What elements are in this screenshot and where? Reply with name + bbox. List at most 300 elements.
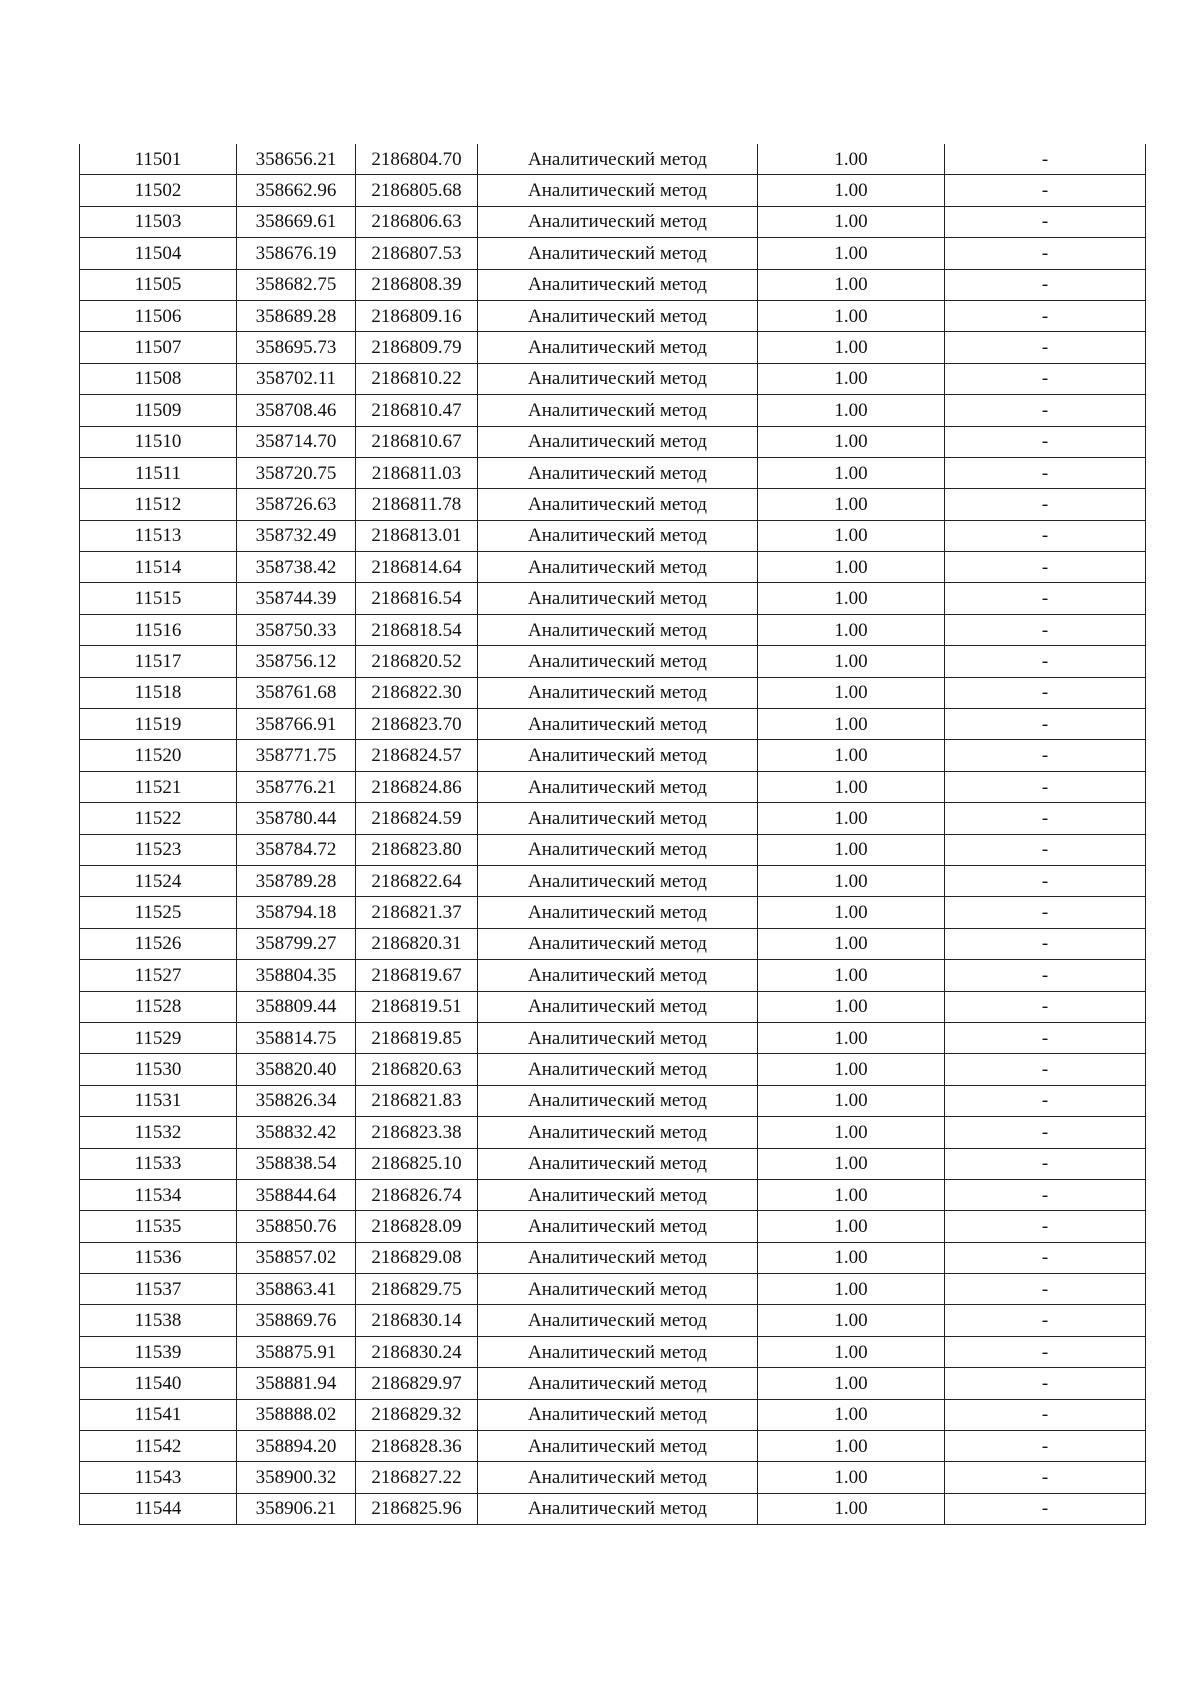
method-cell: Аналитический метод [478, 238, 758, 269]
point-number-cell: 11538 [80, 1305, 237, 1336]
table-row [80, 1179, 1146, 1210]
x-coordinate-cell: 358784.72 [237, 834, 356, 865]
accuracy-cell: 1.00 [758, 1148, 945, 1179]
x-coordinate-cell: 358726.63 [237, 489, 356, 520]
table-row [80, 332, 1146, 363]
accuracy-cell: 1.00 [758, 1336, 945, 1367]
table-row [80, 865, 1146, 896]
method-cell: Аналитический метод [478, 395, 758, 426]
note-cell: - [945, 583, 1146, 614]
table-row [80, 520, 1146, 551]
note-cell: - [945, 552, 1146, 583]
x-coordinate-cell: 358826.34 [237, 1085, 356, 1116]
accuracy-cell: 1.00 [758, 395, 945, 426]
table-row [80, 1054, 1146, 1085]
accuracy-cell: 1.00 [758, 1179, 945, 1210]
point-number-cell: 11501 [80, 144, 237, 175]
accuracy-cell: 1.00 [758, 803, 945, 834]
table-row [80, 1336, 1146, 1367]
point-number-cell: 11517 [80, 646, 237, 677]
method-cell: Аналитический метод [478, 1054, 758, 1085]
x-coordinate-cell: 358669.61 [237, 206, 356, 237]
note-cell: - [945, 991, 1146, 1022]
note-cell: - [945, 803, 1146, 834]
y-coordinate-cell: 2186809.16 [356, 300, 478, 331]
accuracy-cell: 1.00 [758, 552, 945, 583]
table-row [80, 552, 1146, 583]
method-cell: Аналитический метод [478, 363, 758, 394]
point-number-cell: 11539 [80, 1336, 237, 1367]
point-number-cell: 11509 [80, 395, 237, 426]
accuracy-cell: 1.00 [758, 426, 945, 457]
accuracy-cell: 1.00 [758, 238, 945, 269]
table-row [80, 144, 1146, 175]
y-coordinate-cell: 2186823.70 [356, 709, 478, 740]
note-cell: - [945, 1493, 1146, 1524]
x-coordinate-cell: 358875.91 [237, 1336, 356, 1367]
x-coordinate-cell: 358662.96 [237, 175, 356, 206]
x-coordinate-cell: 358708.46 [237, 395, 356, 426]
note-cell: - [945, 144, 1146, 175]
note-cell: - [945, 1305, 1146, 1336]
x-coordinate-cell: 358804.35 [237, 960, 356, 991]
method-cell: Аналитический метод [478, 457, 758, 488]
method-cell: Аналитический метод [478, 426, 758, 457]
table-row [80, 1399, 1146, 1430]
table-row [80, 269, 1146, 300]
note-cell: - [945, 300, 1146, 331]
accuracy-cell: 1.00 [758, 206, 945, 237]
accuracy-cell: 1.00 [758, 614, 945, 645]
table-row [80, 1274, 1146, 1305]
note-cell: - [945, 1431, 1146, 1462]
point-number-cell: 11507 [80, 332, 237, 363]
x-coordinate-cell: 358750.33 [237, 614, 356, 645]
accuracy-cell: 1.00 [758, 1462, 945, 1493]
y-coordinate-cell: 2186810.22 [356, 363, 478, 394]
accuracy-cell: 1.00 [758, 1431, 945, 1462]
note-cell: - [945, 1117, 1146, 1148]
y-coordinate-cell: 2186804.70 [356, 144, 478, 175]
y-coordinate-cell: 2186828.09 [356, 1211, 478, 1242]
note-cell: - [945, 865, 1146, 896]
accuracy-cell: 1.00 [758, 865, 945, 896]
x-coordinate-cell: 358738.42 [237, 552, 356, 583]
x-coordinate-cell: 358695.73 [237, 332, 356, 363]
y-coordinate-cell: 2186822.64 [356, 865, 478, 896]
note-cell: - [945, 740, 1146, 771]
x-coordinate-cell: 358832.42 [237, 1117, 356, 1148]
table-row [80, 771, 1146, 802]
x-coordinate-cell: 358656.21 [237, 144, 356, 175]
x-coordinate-cell: 358766.91 [237, 709, 356, 740]
x-coordinate-cell: 358682.75 [237, 269, 356, 300]
table-row [80, 1117, 1146, 1148]
y-coordinate-cell: 2186811.78 [356, 489, 478, 520]
method-cell: Аналитический метод [478, 1462, 758, 1493]
y-coordinate-cell: 2186825.96 [356, 1493, 478, 1524]
note-cell: - [945, 1022, 1146, 1053]
point-number-cell: 11529 [80, 1022, 237, 1053]
accuracy-cell: 1.00 [758, 1274, 945, 1305]
point-number-cell: 11543 [80, 1462, 237, 1493]
point-number-cell: 11531 [80, 1085, 237, 1116]
table-row [80, 363, 1146, 394]
y-coordinate-cell: 2186806.63 [356, 206, 478, 237]
y-coordinate-cell: 2186810.67 [356, 426, 478, 457]
method-cell: Аналитический метод [478, 332, 758, 363]
point-number-cell: 11532 [80, 1117, 237, 1148]
y-coordinate-cell: 2186823.38 [356, 1117, 478, 1148]
note-cell: - [945, 677, 1146, 708]
table-row [80, 426, 1146, 457]
accuracy-cell: 1.00 [758, 1085, 945, 1116]
accuracy-cell: 1.00 [758, 1022, 945, 1053]
accuracy-cell: 1.00 [758, 1305, 945, 1336]
y-coordinate-cell: 2186830.24 [356, 1336, 478, 1367]
x-coordinate-cell: 358676.19 [237, 238, 356, 269]
accuracy-cell: 1.00 [758, 834, 945, 865]
method-cell: Аналитический метод [478, 1336, 758, 1367]
note-cell: - [945, 771, 1146, 802]
y-coordinate-cell: 2186808.39 [356, 269, 478, 300]
point-number-cell: 11506 [80, 300, 237, 331]
point-number-cell: 11542 [80, 1431, 237, 1462]
y-coordinate-cell: 2186820.31 [356, 928, 478, 959]
method-cell: Аналитический метод [478, 1085, 758, 1116]
y-coordinate-cell: 2186826.74 [356, 1179, 478, 1210]
x-coordinate-cell: 358771.75 [237, 740, 356, 771]
method-cell: Аналитический метод [478, 269, 758, 300]
x-coordinate-cell: 358888.02 [237, 1399, 356, 1430]
y-coordinate-cell: 2186819.51 [356, 991, 478, 1022]
y-coordinate-cell: 2186830.14 [356, 1305, 478, 1336]
accuracy-cell: 1.00 [758, 1368, 945, 1399]
y-coordinate-cell: 2186825.10 [356, 1148, 478, 1179]
method-cell: Аналитический метод [478, 1399, 758, 1430]
x-coordinate-cell: 358799.27 [237, 928, 356, 959]
table-row [80, 1462, 1146, 1493]
note-cell: - [945, 1274, 1146, 1305]
table-row [80, 489, 1146, 520]
x-coordinate-cell: 358820.40 [237, 1054, 356, 1085]
method-cell: Аналитический метод [478, 1242, 758, 1273]
note-cell: - [945, 269, 1146, 300]
accuracy-cell: 1.00 [758, 1211, 945, 1242]
x-coordinate-cell: 358869.76 [237, 1305, 356, 1336]
method-cell: Аналитический метод [478, 206, 758, 237]
method-cell: Аналитический метод [478, 300, 758, 331]
y-coordinate-cell: 2186823.80 [356, 834, 478, 865]
x-coordinate-cell: 358776.21 [237, 771, 356, 802]
method-cell: Аналитический метод [478, 175, 758, 206]
method-cell: Аналитический метод [478, 614, 758, 645]
table-row [80, 457, 1146, 488]
method-cell: Аналитический метод [478, 1431, 758, 1462]
method-cell: Аналитический метод [478, 1022, 758, 1053]
note-cell: - [945, 1242, 1146, 1273]
method-cell: Аналитический метод [478, 1493, 758, 1524]
point-number-cell: 11511 [80, 457, 237, 488]
note-cell: - [945, 928, 1146, 959]
point-number-cell: 11541 [80, 1399, 237, 1430]
point-number-cell: 11526 [80, 928, 237, 959]
coordinates-table [79, 144, 1146, 1525]
table-row [80, 1368, 1146, 1399]
x-coordinate-cell: 358714.70 [237, 426, 356, 457]
y-coordinate-cell: 2186829.32 [356, 1399, 478, 1430]
point-number-cell: 11513 [80, 520, 237, 551]
x-coordinate-cell: 358838.54 [237, 1148, 356, 1179]
x-coordinate-cell: 358794.18 [237, 897, 356, 928]
y-coordinate-cell: 2186824.59 [356, 803, 478, 834]
x-coordinate-cell: 358809.44 [237, 991, 356, 1022]
accuracy-cell: 1.00 [758, 332, 945, 363]
point-number-cell: 11510 [80, 426, 237, 457]
accuracy-cell: 1.00 [758, 1399, 945, 1430]
table-row [80, 897, 1146, 928]
accuracy-cell: 1.00 [758, 583, 945, 614]
x-coordinate-cell: 358689.28 [237, 300, 356, 331]
note-cell: - [945, 426, 1146, 457]
accuracy-cell: 1.00 [758, 144, 945, 175]
method-cell: Аналитический метод [478, 960, 758, 991]
table-row [80, 646, 1146, 677]
method-cell: Аналитический метод [478, 1274, 758, 1305]
point-number-cell: 11540 [80, 1368, 237, 1399]
table-row [80, 395, 1146, 426]
table-row [80, 1305, 1146, 1336]
x-coordinate-cell: 358900.32 [237, 1462, 356, 1493]
method-cell: Аналитический метод [478, 865, 758, 896]
point-number-cell: 11535 [80, 1211, 237, 1242]
note-cell: - [945, 614, 1146, 645]
note-cell: - [945, 1399, 1146, 1430]
accuracy-cell: 1.00 [758, 897, 945, 928]
method-cell: Аналитический метод [478, 803, 758, 834]
point-number-cell: 11536 [80, 1242, 237, 1273]
table-row [80, 960, 1146, 991]
note-cell: - [945, 1462, 1146, 1493]
x-coordinate-cell: 358702.11 [237, 363, 356, 394]
note-cell: - [945, 457, 1146, 488]
point-number-cell: 11508 [80, 363, 237, 394]
method-cell: Аналитический метод [478, 1179, 758, 1210]
point-number-cell: 11518 [80, 677, 237, 708]
table-row [80, 238, 1146, 269]
accuracy-cell: 1.00 [758, 1493, 945, 1524]
accuracy-cell: 1.00 [758, 740, 945, 771]
method-cell: Аналитический метод [478, 991, 758, 1022]
point-number-cell: 11522 [80, 803, 237, 834]
accuracy-cell: 1.00 [758, 677, 945, 708]
x-coordinate-cell: 358857.02 [237, 1242, 356, 1273]
y-coordinate-cell: 2186807.53 [356, 238, 478, 269]
method-cell: Аналитический метод [478, 144, 758, 175]
point-number-cell: 11523 [80, 834, 237, 865]
table-row [80, 614, 1146, 645]
point-number-cell: 11524 [80, 865, 237, 896]
note-cell: - [945, 960, 1146, 991]
method-cell: Аналитический метод [478, 1211, 758, 1242]
accuracy-cell: 1.00 [758, 1242, 945, 1273]
y-coordinate-cell: 2186809.79 [356, 332, 478, 363]
table-row [80, 834, 1146, 865]
table-row [80, 1022, 1146, 1053]
table-row [80, 583, 1146, 614]
y-coordinate-cell: 2186813.01 [356, 520, 478, 551]
y-coordinate-cell: 2186829.08 [356, 1242, 478, 1273]
y-coordinate-cell: 2186816.54 [356, 583, 478, 614]
point-number-cell: 11503 [80, 206, 237, 237]
x-coordinate-cell: 358906.21 [237, 1493, 356, 1524]
accuracy-cell: 1.00 [758, 489, 945, 520]
point-number-cell: 11533 [80, 1148, 237, 1179]
y-coordinate-cell: 2186819.85 [356, 1022, 478, 1053]
note-cell: - [945, 395, 1146, 426]
note-cell: - [945, 1179, 1146, 1210]
y-coordinate-cell: 2186821.37 [356, 897, 478, 928]
table-row [80, 300, 1146, 331]
method-cell: Аналитический метод [478, 1305, 758, 1336]
y-coordinate-cell: 2186805.68 [356, 175, 478, 206]
x-coordinate-cell: 358863.41 [237, 1274, 356, 1305]
accuracy-cell: 1.00 [758, 646, 945, 677]
method-cell: Аналитический метод [478, 928, 758, 959]
accuracy-cell: 1.00 [758, 520, 945, 551]
note-cell: - [945, 1054, 1146, 1085]
x-coordinate-cell: 358780.44 [237, 803, 356, 834]
table-row [80, 1493, 1146, 1524]
y-coordinate-cell: 2186824.86 [356, 771, 478, 802]
x-coordinate-cell: 358894.20 [237, 1431, 356, 1462]
point-number-cell: 11525 [80, 897, 237, 928]
coordinates-table-body [80, 144, 1146, 1525]
accuracy-cell: 1.00 [758, 175, 945, 206]
x-coordinate-cell: 358850.76 [237, 1211, 356, 1242]
accuracy-cell: 1.00 [758, 363, 945, 394]
y-coordinate-cell: 2186820.52 [356, 646, 478, 677]
point-number-cell: 11537 [80, 1274, 237, 1305]
y-coordinate-cell: 2186821.83 [356, 1085, 478, 1116]
point-number-cell: 11544 [80, 1493, 237, 1524]
method-cell: Аналитический метод [478, 520, 758, 551]
table-row [80, 1085, 1146, 1116]
point-number-cell: 11520 [80, 740, 237, 771]
accuracy-cell: 1.00 [758, 1117, 945, 1148]
y-coordinate-cell: 2186811.03 [356, 457, 478, 488]
note-cell: - [945, 520, 1146, 551]
table-row [80, 1431, 1146, 1462]
note-cell: - [945, 363, 1146, 394]
y-coordinate-cell: 2186828.36 [356, 1431, 478, 1462]
note-cell: - [945, 206, 1146, 237]
table-row [80, 928, 1146, 959]
method-cell: Аналитический метод [478, 1117, 758, 1148]
x-coordinate-cell: 358732.49 [237, 520, 356, 551]
note-cell: - [945, 489, 1146, 520]
x-coordinate-cell: 358720.75 [237, 457, 356, 488]
note-cell: - [945, 834, 1146, 865]
accuracy-cell: 1.00 [758, 300, 945, 331]
x-coordinate-cell: 358844.64 [237, 1179, 356, 1210]
table-row [80, 677, 1146, 708]
accuracy-cell: 1.00 [758, 771, 945, 802]
x-coordinate-cell: 358814.75 [237, 1022, 356, 1053]
table-row [80, 740, 1146, 771]
point-number-cell: 11504 [80, 238, 237, 269]
method-cell: Аналитический метод [478, 677, 758, 708]
method-cell: Аналитический метод [478, 1368, 758, 1399]
y-coordinate-cell: 2186822.30 [356, 677, 478, 708]
y-coordinate-cell: 2186814.64 [356, 552, 478, 583]
accuracy-cell: 1.00 [758, 269, 945, 300]
table-row [80, 803, 1146, 834]
x-coordinate-cell: 358789.28 [237, 865, 356, 896]
point-number-cell: 11502 [80, 175, 237, 206]
note-cell: - [945, 1368, 1146, 1399]
y-coordinate-cell: 2186827.22 [356, 1462, 478, 1493]
method-cell: Аналитический метод [478, 897, 758, 928]
x-coordinate-cell: 358761.68 [237, 677, 356, 708]
x-coordinate-cell: 358881.94 [237, 1368, 356, 1399]
accuracy-cell: 1.00 [758, 709, 945, 740]
note-cell: - [945, 646, 1146, 677]
accuracy-cell: 1.00 [758, 991, 945, 1022]
point-number-cell: 11534 [80, 1179, 237, 1210]
point-number-cell: 11530 [80, 1054, 237, 1085]
method-cell: Аналитический метод [478, 489, 758, 520]
table-row [80, 1242, 1146, 1273]
point-number-cell: 11515 [80, 583, 237, 614]
table-row [80, 1148, 1146, 1179]
method-cell: Аналитический метод [478, 771, 758, 802]
note-cell: - [945, 1085, 1146, 1116]
table-row [80, 991, 1146, 1022]
y-coordinate-cell: 2186824.57 [356, 740, 478, 771]
accuracy-cell: 1.00 [758, 960, 945, 991]
note-cell: - [945, 1211, 1146, 1242]
method-cell: Аналитический метод [478, 1148, 758, 1179]
table-row [80, 709, 1146, 740]
y-coordinate-cell: 2186819.67 [356, 960, 478, 991]
method-cell: Аналитический метод [478, 740, 758, 771]
y-coordinate-cell: 2186820.63 [356, 1054, 478, 1085]
point-number-cell: 11528 [80, 991, 237, 1022]
accuracy-cell: 1.00 [758, 457, 945, 488]
note-cell: - [945, 897, 1146, 928]
point-number-cell: 11516 [80, 614, 237, 645]
point-number-cell: 11514 [80, 552, 237, 583]
accuracy-cell: 1.00 [758, 1054, 945, 1085]
note-cell: - [945, 1148, 1146, 1179]
method-cell: Аналитический метод [478, 709, 758, 740]
note-cell: - [945, 238, 1146, 269]
point-number-cell: 11521 [80, 771, 237, 802]
note-cell: - [945, 709, 1146, 740]
point-number-cell: 11519 [80, 709, 237, 740]
note-cell: - [945, 1336, 1146, 1367]
method-cell: Аналитический метод [478, 583, 758, 614]
y-coordinate-cell: 2186829.75 [356, 1274, 478, 1305]
table-row [80, 206, 1146, 237]
point-number-cell: 11527 [80, 960, 237, 991]
y-coordinate-cell: 2186829.97 [356, 1368, 478, 1399]
x-coordinate-cell: 358744.39 [237, 583, 356, 614]
note-cell: - [945, 332, 1146, 363]
method-cell: Аналитический метод [478, 646, 758, 677]
table-row [80, 175, 1146, 206]
